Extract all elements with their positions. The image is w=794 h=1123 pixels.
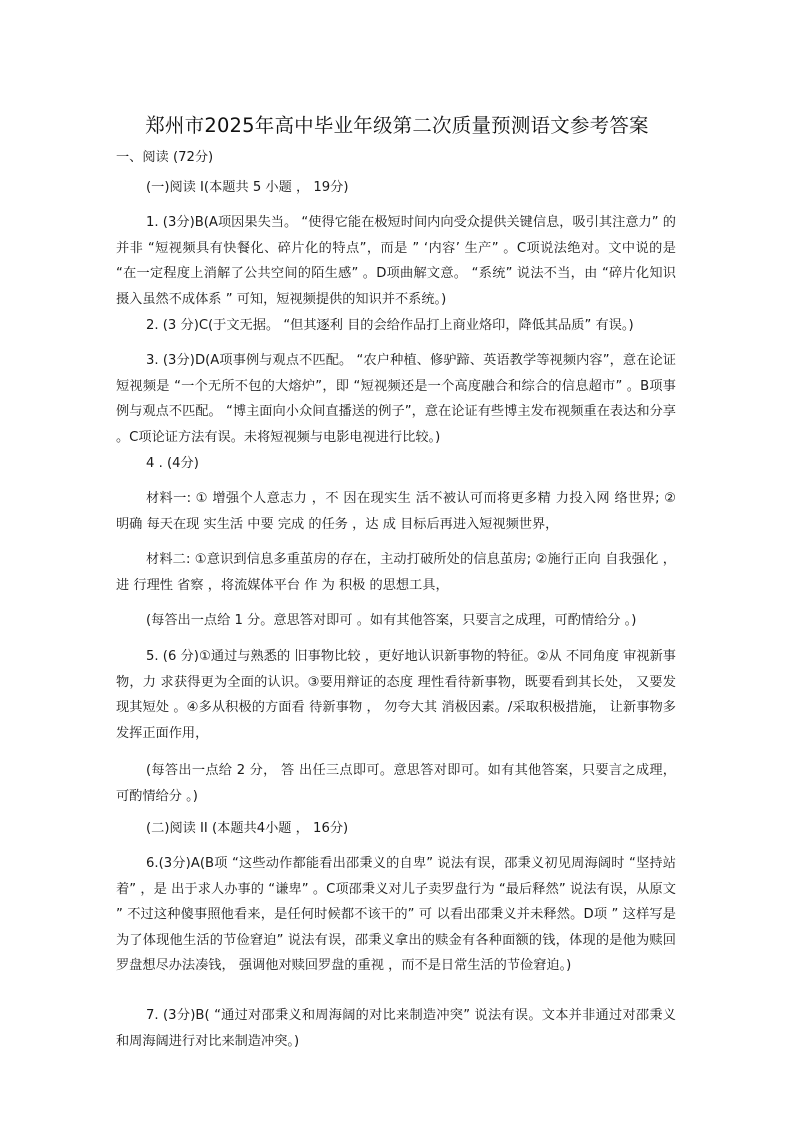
answer-q4-scoring-note: (每答出一点给 1 分。意思答对即可 。如有其他答案，只要言之成理，可酌情给分 。) xyxy=(146,613,637,628)
answer-q7: 7. (3分)B( “通过对邵秉义和周海阔的对比来制造冲突” 说法有误。文本并非通过对邵秉义和周海阔进行对比来制造冲突。) xyxy=(116,1008,676,1049)
answer-q6: 6.(3分)A(B项 “这些动作都能看出邵秉义的自卑” 说法有误，邵秉义初见周海阔时 “坚持站着” ，是 出于求人办事的 “谦卑” 。C项邵秉义对儿子卖罗盘行为 “最后释然” 说法有误，从原文 ” 不过这种傻事照他看来，是任何时候都不该干的” 可 以看出邵秉义并未释然。D项 ” 这样写是为了体现他生活的节俭窘迫” 说法有误，邵秉义拿出的赎金有各种面额的钱，体现的是他为赎回罗盘想尽办法凑钱， 强调他对赎回罗盘的重视 ，而不是日常生活的节俭窘迫。) xyxy=(116,856,676,973)
answer-q1: 1. (3分)B(A项因果失当。 “使得它能在极短时间内向受众提供关键信息，吸引其注意力” 的并非 “短视频具有快餐化、碎片化的特点”，而是 ” ‘内容’ 生产” 。C项说法绝对。文中说的是 “在一定程度上消解了公共空间的陌生感” 。D项曲解文意。 “系统” 说法不当，由 “碎片化知识摄入虽然不成体系 ” 可知，短视频提供的知识并不系统。) xyxy=(116,215,676,307)
answer-q3: 3. (3分)D(A项事例与观点不匹配。 “农户种植、修驴蹄、英语教学等视频内容”，意在论证短视频是 “一个无所不包的大熔炉”，即 “短视频还是一个高度融合和综合的信息超市” 。B项事例与观点不匹配。 “博主面向小众间直播送的例子”，意在论证有些博主发布视频重在表达和分享 。C项论证方法有误。未将短视频与电影电视进行比较。) xyxy=(116,353,676,445)
answer-q4-material-2: 材料二: ①意识到信息多重茧房的存在，主动打破所处的信息茧房; ②施行正向 自我强化 ，进 行理性 省察 ，将流媒体平台 作 为 积极 的思想工具， xyxy=(116,552,676,593)
answer-q2: 2. (3 分)C(于文无据。 “但其逐利 目的会给作品打上商业烙印，降低其品质” 有误。) xyxy=(146,318,634,333)
answer-q4-material-1: 材料一: ① 增强个人意志力 ，不 因在现实生 活不被认可而将更多精 力投入网 络世界; ② 明确 每天在现 实生活 中要 完成 的任务 ，达 成 目标后再进入短视频世界， xyxy=(116,491,676,532)
section-heading: 一、阅读 (72分) xyxy=(116,150,214,165)
subsection-heading-2: (二)阅读 II (本题共4小题 ， 16分) xyxy=(146,821,349,836)
subsection-heading-1: (一)阅读 I(本题共 5 小题 ， 19分) xyxy=(146,180,349,195)
document-title: 郑州市2025年高中毕业年级第二次质量预测语文参考答案 xyxy=(145,114,649,137)
answer-q5: 5. (6 分)①通过与熟悉的 旧事物比较 ，更好地认识新事物的特征。②从 不同角度 审视新事物，力 求获得更为全面的认识。③要用辩证的态度 理性看待新事物，既要看到其长处， 又要发现其短处 。④多从积极的方面看 待新事物 ， 勿夸大其 消极因素。/采取积极措施， 让新事物多发挥正面作用， xyxy=(116,649,676,741)
answer-q4-heading: 4 . (4分) xyxy=(146,456,199,471)
answer-q5-scoring-note: (每答出一点给 2 分， 答 出任三点即可。意思答对即可。如有其他答案，只要言之成理，可酌情给分 。) xyxy=(116,763,676,804)
